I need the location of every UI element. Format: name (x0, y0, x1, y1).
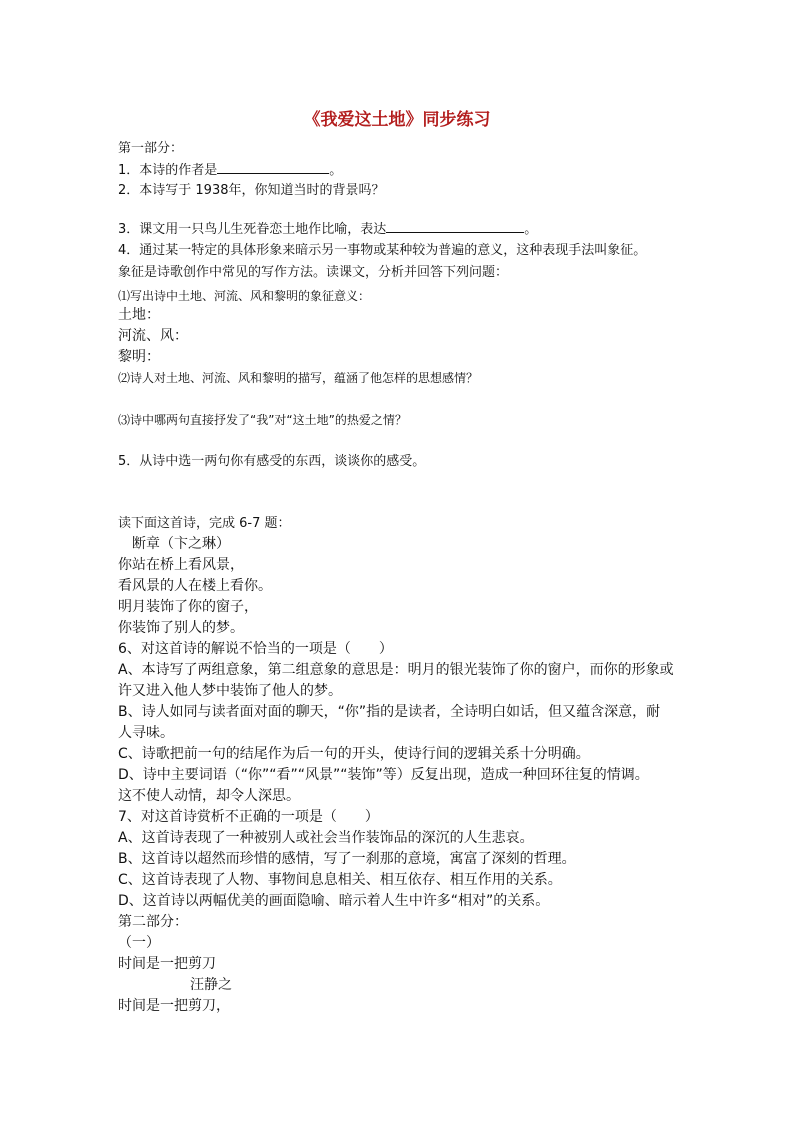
part1-heading: 第一部分： (118, 141, 184, 156)
question-6-option-d: D、诗中主要词语（“你”“看”“风景”“装饰”等）反复出现，造成一种回环往复的情调。 (118, 767, 649, 783)
question-3-end: 。 (524, 222, 538, 237)
question-6-option-d-cont: 这不使人动情，却令人深思。 (118, 788, 300, 804)
question-2: 2．本诗写于 1938年，你知道当时的背景吗？ (118, 183, 385, 198)
question-6-stem: 6、对这首诗的解说不恰当的一项是（ ） (118, 641, 393, 657)
symbol-land-label: 土地： (118, 307, 160, 323)
piece-author: 汪静之 (190, 977, 232, 993)
question-1-text: 1．本诗的作者是 (118, 163, 218, 178)
answer-blank-3 (386, 220, 524, 233)
question-6-option-b-cont: 人寻味。 (118, 725, 174, 741)
question-6-option-a: A、本诗写了两组意象，第二组意象的意思是：明月的银光装饰了你的窗户，而你的形象或 (118, 662, 674, 678)
poem-line: 你站在桥上看风景， (118, 557, 244, 573)
poem-line: 看风景的人在楼上看你。 (118, 578, 272, 594)
symbol-dawn-label: 黎明： (118, 349, 160, 365)
poem-intro: 读下面这首诗，完成 6-7 题： (118, 516, 291, 531)
question-6-option-c: C、诗歌把前一句的结尾作为后一句的开头，使诗行间的逻辑关系十分明确。 (118, 746, 590, 762)
question-4-sub-2: ⑵诗人对土地、河流、风和黎明的描写，蕴涵了他怎样的思想感情？ (118, 371, 479, 385)
question-6-option-b: B、诗人如同与读者面对面的聊天，“你”指的是读者，全诗明白如话，但又蕴含深意，耐 (118, 704, 661, 720)
question-4-line-2: 象征是诗歌创作中常见的写作方法。读课文，分析并回答下列问题： (118, 265, 509, 280)
question-4-sub-1: ⑴写出诗中土地、河流、风和黎明的象征意义： (118, 289, 371, 303)
question-7-option-b: B、这首诗以超然而珍惜的感情，写了一刹那的意境，寓富了深刻的哲理。 (118, 851, 576, 867)
question-7-option-a: A、这首诗表现了一种被别人或社会当作装饰品的深沉的人生悲哀。 (118, 830, 534, 846)
question-4-sub-3: ⑶诗中哪两句直接抒发了“我”对“这土地”的热爱之情？ (118, 413, 407, 427)
question-7-option-c: C、这首诗表现了人物、事物间息息相关、相互依存、相互作用的关系。 (118, 872, 562, 888)
part2-heading: 第二部分： (118, 914, 188, 930)
page-title: 《我爱这土地》同步练习 (303, 110, 491, 130)
piece-first-line: 时间是一把剪刀， (118, 998, 230, 1014)
symbol-river-wind-label: 河流、风： (118, 328, 188, 344)
question-3 (118, 220, 537, 239)
question-1 (118, 161, 342, 180)
part2-section-one: （一） (118, 935, 160, 951)
answer-blank-1 (217, 161, 329, 174)
piece-title: 时间是一把剪刀 (118, 956, 216, 972)
question-7-stem: 7、对这首诗赏析不正确的一项是（ ） (118, 809, 379, 825)
question-1-end: 。 (329, 163, 343, 178)
poem-line: 明月装饰了你的窗子， (118, 599, 258, 615)
question-6-option-a-cont: 许又进入他人梦中装饰了他人的梦。 (118, 683, 342, 699)
question-4-line-1: 4．通过某一特定的具体形象来暗示另一事物或某种较为普遍的意义，这种表现手法叫象征。 (118, 243, 647, 258)
question-7-option-d: D、这首诗以两幅优美的画面隐喻、暗示着人生中许多“相对”的关系。 (118, 893, 550, 909)
poem-title: 断章（卞之琳） (132, 536, 230, 552)
poem-line: 你装饰了别人的梦。 (118, 620, 244, 636)
question-3-text: 3．课文用一只鸟儿生死眷恋土地作比喻，表达 (118, 222, 387, 237)
question-5: 5．从诗中选一两句你有感受的东西，谈谈你的感受。 (118, 454, 426, 469)
